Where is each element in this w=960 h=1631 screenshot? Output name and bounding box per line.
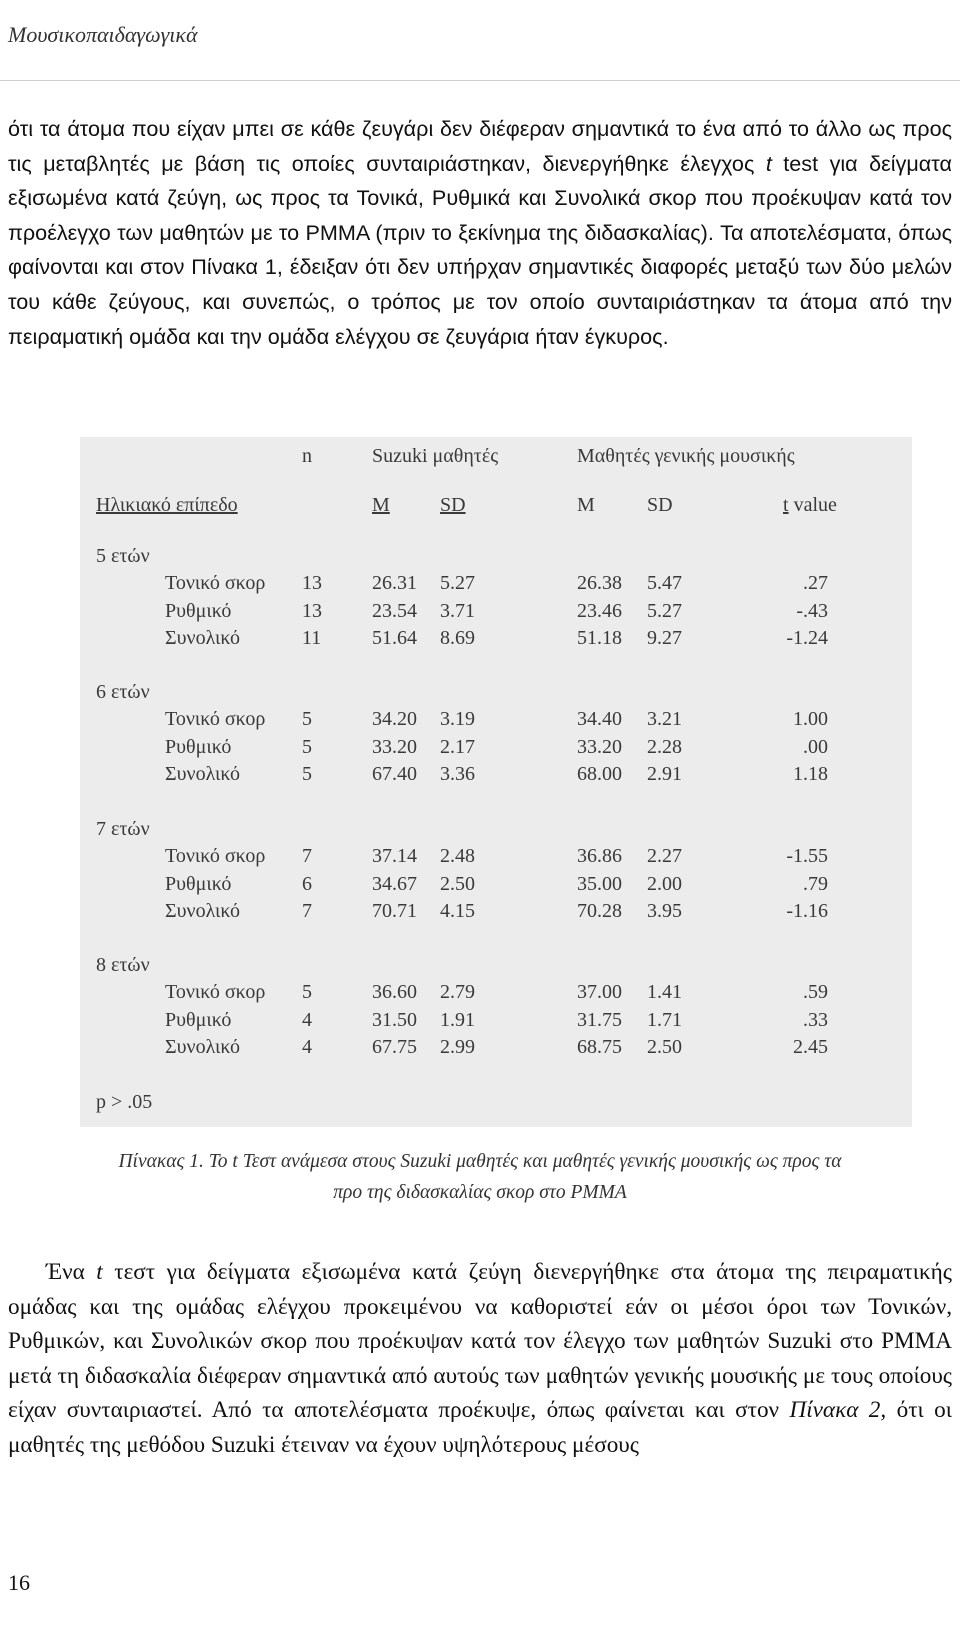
cell-sd-suzuki: 3.71 [440, 599, 475, 622]
cell-t-value: .27 [803, 572, 828, 594]
cell-n: 11 [302, 627, 322, 649]
cell-sd-general: 1.71 [647, 1008, 682, 1031]
cell-m-suzuki: 26.31 [372, 572, 417, 594]
age-group-label: 8 ετών [96, 954, 150, 976]
col-header-m-general: M [577, 494, 595, 516]
cell-m-suzuki: 34.20 [372, 708, 417, 730]
cell-m-suzuki: 31.50 [372, 1008, 417, 1031]
para2-text-b: τεστ για δείγματα εξισωμένα κατά ζεύγη διενεργήθηκε στα άτομα της πειραματικής ομάδας και της ομάδας ελέγχου προκειμένου να καθοριστεί εάν οι μέσοι όροι των Τονικών, Ρυθμικών, και Συνολικών σκορ που προέκυψαν κατά τον έλεγχο των μαθητών Suzuki στο PMMA μετά τη διδασκαλία διέφεραν σημαντικά από αυτούς των μαθητών γενικής μουσικής με τους οποίους είχαν συνταιριαστεί. Από τα αποτελέσματα προέκυψε, όπως φαίνεται και στον [8, 1259, 952, 1424]
cell-t-value: .00 [803, 735, 828, 758]
para1-text-b: test για δείγματα εξισωμένα κατά ζεύγη, ως προς τα Τονικά, Ρυθμικά και Συνολικά σκορ που προέκυψαν κατά τον προέλεγχο των μαθητών με το PMMA (πριν το ξεκίνημα της διδασκαλίας). Τα αποτελέσματα, όπως φαίνονται και στον Πίνακα 1, έδειξαν ότι δεν υπήρχαν σημαντικές διαφορές μεταξύ των δύο μελών του κάθε ζεύγους, και συνεπώς, ο τρόπος με τον οποίο συνταιριάστηκαν τα άτομα από την πειραματική ομάδα και την ομάδα ελέγχου σε ζευγάρια ήταν έγκυρος. [8, 150, 952, 349]
para1-text-a: ότι τα άτομα που είχαν μπει σε κάθε ζευγάρι δεν διέφεραν σημαντικά το ένα από το άλλο ως προς τις μεταβλητές με βάση τις οποίες συνταιριάστηκαν, διενεργήθηκε έλεγχος [8, 116, 952, 176]
cell-m-general: 33.20 [577, 735, 622, 758]
running-head: Μουσικοπαιδαγωγικά [8, 22, 198, 47]
cell-m-general: 34.40 [577, 708, 622, 730]
age-group-label: 7 ετών [96, 818, 150, 840]
cell-m-suzuki: 67.40 [372, 763, 417, 785]
col-header-general: Μαθητές γενικής μουσικής [577, 445, 795, 467]
cell-m-suzuki: 36.60 [372, 981, 417, 1003]
cell-sd-suzuki: 2.79 [440, 981, 475, 1003]
cell-m-suzuki: 37.14 [372, 845, 417, 867]
col-header-sd-suzuki: SD [440, 494, 466, 516]
cell-t-value: 1.18 [793, 763, 828, 785]
cell-sd-general: 5.27 [647, 599, 682, 622]
cell-sd-general: 2.50 [647, 1036, 682, 1058]
body-paragraph-2 [8, 1255, 952, 1463]
cell-m-suzuki: 34.67 [372, 872, 417, 895]
cell-n: 7 [302, 845, 312, 867]
row-label: Συνολικό [165, 763, 241, 785]
col-header-suzuki: Suzuki μαθητές [372, 445, 499, 467]
cell-m-suzuki: 67.75 [372, 1036, 417, 1058]
cell-sd-suzuki: 3.36 [440, 763, 475, 785]
cell-sd-suzuki: 2.99 [440, 1036, 475, 1058]
cell-m-general: 68.00 [577, 763, 622, 785]
cell-m-general: 37.00 [577, 981, 622, 1003]
cell-t-value: -.43 [796, 599, 828, 622]
caption-line-1: Πίνακας 1. Το t Τεστ ανάμεσα στους Suzuki μαθητές και μαθητές γενικής μουσικής ως προς τα [118, 1151, 842, 1172]
cell-sd-suzuki: 2.50 [440, 872, 475, 895]
cell-m-suzuki: 23.54 [372, 599, 417, 622]
col-header-n: n [302, 445, 312, 467]
cell-sd-suzuki: 8.69 [440, 627, 475, 649]
cell-m-general: 70.28 [577, 900, 622, 922]
cell-m-general: 26.38 [577, 572, 622, 594]
para2-t-symbol: t [96, 1259, 103, 1285]
cell-m-suzuki: 70.71 [372, 900, 417, 922]
row-label: Ρυθμικό [165, 872, 232, 895]
row-label: Τονικό σκορ [165, 572, 266, 594]
cell-m-general: 23.46 [577, 599, 622, 622]
results-table-1 [80, 437, 912, 1127]
cell-n: 5 [302, 763, 312, 785]
cell-n: 13 [302, 599, 322, 622]
para2-text-a: Ένα [46, 1259, 97, 1285]
cell-t-value: .33 [803, 1008, 828, 1031]
cell-t-value: 1.00 [793, 708, 828, 730]
cell-m-suzuki: 51.64 [372, 627, 417, 649]
cell-m-general: 31.75 [577, 1008, 622, 1031]
col-header-sd-general: SD [647, 494, 673, 516]
cell-sd-general: 9.27 [647, 627, 682, 649]
cell-n: 13 [302, 572, 322, 594]
cell-sd-general: 3.21 [647, 708, 682, 730]
cell-sd-general: 1.41 [647, 981, 682, 1003]
caption-line-2: προ της διδασκαλίας σκορ στο PMMA [333, 1182, 627, 1203]
cell-m-suzuki: 33.20 [372, 735, 417, 758]
cell-t-value: 2.45 [793, 1036, 828, 1058]
cell-sd-general: 5.47 [647, 572, 682, 594]
cell-t-value: .59 [803, 981, 828, 1003]
page-number: 16 [8, 1570, 30, 1595]
cell-n: 5 [302, 981, 312, 1003]
row-label: Ρυθμικό [165, 735, 232, 758]
cell-m-general: 36.86 [577, 845, 622, 867]
row-label: Τονικό σκορ [165, 845, 266, 867]
cell-n: 6 [302, 872, 312, 895]
cell-sd-suzuki: 2.17 [440, 735, 475, 758]
cell-sd-suzuki: 5.27 [440, 572, 475, 594]
row-label: Συνολικό [165, 900, 241, 922]
t-letter: t [783, 494, 789, 516]
age-group-label: 6 ετών [96, 681, 150, 703]
age-group-label: 5 ετών [96, 545, 150, 567]
cell-sd-suzuki: 4.15 [440, 900, 475, 922]
cell-n: 4 [302, 1036, 312, 1058]
cell-sd-general: 2.27 [647, 845, 682, 867]
row-label: Ρυθμικό [165, 599, 232, 622]
cell-sd-suzuki: 3.19 [440, 708, 475, 730]
row-label: Τονικό σκορ [165, 981, 266, 1003]
row-label: Συνολικό [165, 627, 241, 649]
cell-m-general: 51.18 [577, 627, 622, 649]
body-paragraph-1 [8, 112, 952, 354]
cell-n: 4 [302, 1008, 312, 1031]
row-label: Συνολικό [165, 1036, 241, 1058]
cell-sd-general: 3.95 [647, 900, 682, 922]
para2-text-c: ότι οι μαθητές της μεθόδου Suzuki έτειναν να έχουν υψηλότερους μέσους [8, 1397, 952, 1458]
t-value-rest: value [788, 494, 837, 516]
cell-sd-suzuki: 1.91 [440, 1008, 475, 1031]
cell-m-general: 35.00 [577, 872, 622, 895]
col-header-t-value [783, 494, 837, 517]
cell-sd-general: 2.28 [647, 735, 682, 758]
cell-sd-general: 2.91 [647, 763, 682, 785]
cell-t-value: -1.16 [786, 900, 828, 922]
cell-n: 5 [302, 735, 312, 758]
para1-t-symbol: t [765, 150, 772, 176]
cell-sd-general: 2.00 [647, 872, 682, 895]
cell-n: 7 [302, 900, 312, 922]
cell-t-value: -1.24 [786, 627, 828, 649]
col-header-level: Ηλικιακό επίπεδο [96, 494, 238, 516]
row-label: Τονικό σκορ [165, 708, 266, 730]
header-divider [0, 80, 960, 81]
col-header-m-suzuki: M [372, 494, 390, 516]
cell-t-value: -1.55 [786, 845, 828, 867]
table-note: p > .05 [96, 1091, 153, 1113]
para2-table-ref: Πίνακα 2, [789, 1397, 887, 1424]
cell-n: 5 [302, 708, 312, 730]
cell-sd-suzuki: 2.48 [440, 845, 475, 867]
cell-m-general: 68.75 [577, 1036, 622, 1058]
row-label: Ρυθμικό [165, 1008, 232, 1031]
cell-t-value: .79 [803, 872, 828, 895]
table-caption [8, 1146, 952, 1208]
